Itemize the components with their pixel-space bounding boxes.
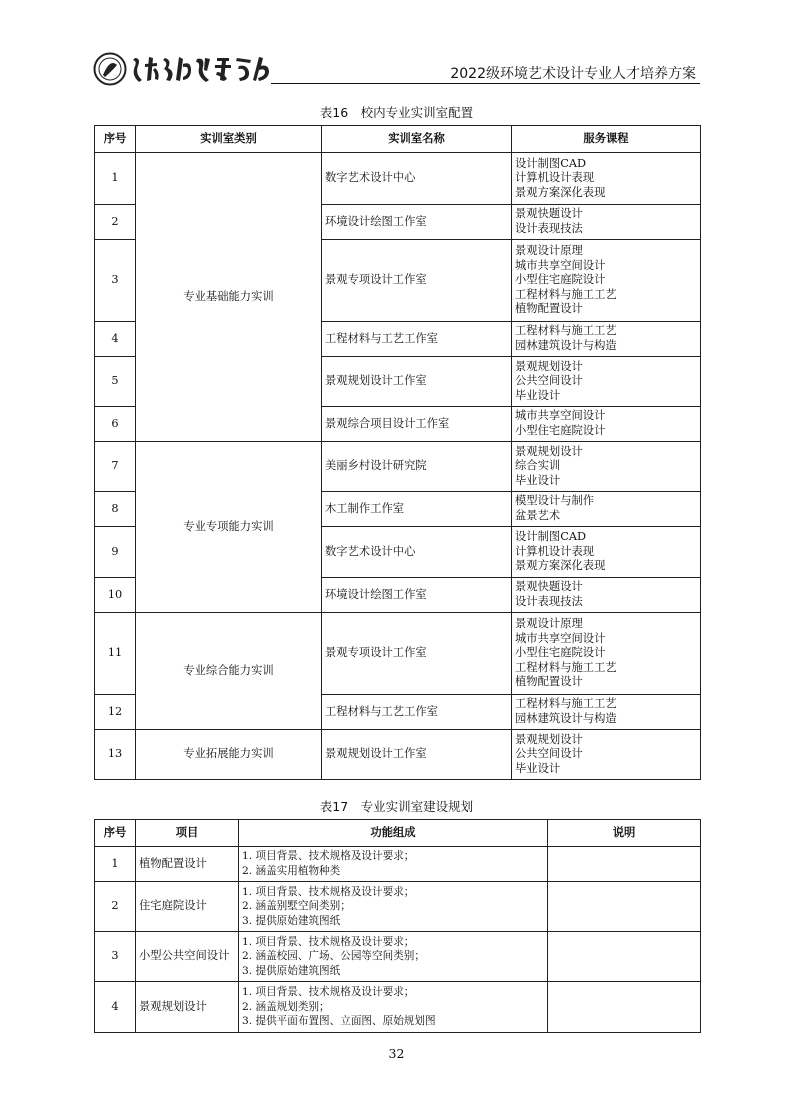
row-number: 11	[95, 613, 136, 695]
function-item: 2. 涵盖实用植物种类	[242, 865, 341, 877]
lab-name: 景观专项设计工作室	[322, 613, 512, 695]
lab-name: 景观综合项目设计工作室	[322, 407, 512, 442]
lab-name: 工程材料与工艺工作室	[322, 695, 512, 730]
header-rule	[271, 83, 700, 84]
project-name: 景观规划设计	[136, 982, 239, 1033]
lab-name: 景观规划设计工作室	[322, 730, 512, 780]
course-list	[512, 153, 701, 205]
course-item: 小型住宅庭院设计	[515, 424, 606, 437]
function-list	[239, 982, 548, 1033]
school-logo	[93, 52, 303, 86]
course-list	[512, 240, 701, 322]
course-item: 计算机设计表现	[515, 544, 595, 558]
lab-name: 木工制作工作室	[322, 492, 512, 527]
row-number: 3	[95, 240, 136, 322]
table16-caption: 表16 校内专业实训室配置	[319, 105, 474, 120]
course-item: 园林建筑设计与构造	[515, 712, 617, 725]
course-item: 景观快题设计	[515, 207, 583, 221]
lab-configuration-table	[94, 125, 701, 780]
course-item: 综合实训	[515, 459, 561, 473]
course-item: 植物配置设计	[515, 675, 583, 689]
row-number: 3	[95, 932, 136, 982]
course-item: 景观方案深化表现	[515, 185, 606, 199]
function-item: 3. 提供平面布置图、立面图、原始规划图	[242, 1015, 436, 1028]
course-item: 城市共享空间设计	[515, 258, 606, 272]
row-number: 4	[95, 322, 136, 357]
lab-category: 专业综合能力实训	[136, 613, 322, 730]
row-number: 1	[95, 153, 136, 205]
lab-category: 专业拓展能力实训	[136, 730, 322, 780]
function-item: 3. 提供原始建筑图纸	[242, 964, 341, 977]
header-lab-name: 实训室名称	[322, 126, 512, 153]
function-item: 1. 项目背景、技术规格及设计要求；	[242, 986, 415, 999]
course-item: 毕业设计	[515, 388, 561, 402]
course-list	[512, 613, 701, 695]
function-list	[239, 932, 548, 982]
lab-category: 专业专项能力实训	[136, 442, 322, 613]
lab-name: 数字艺术设计中心	[322, 153, 512, 205]
course-item: 工程材料与施工工艺	[515, 324, 617, 338]
course-item: 毕业设计	[515, 761, 561, 775]
header-project: 项目	[136, 820, 239, 847]
row-number: 9	[95, 527, 136, 578]
row-number: 7	[95, 442, 136, 492]
lab-name: 工程材料与工艺工作室	[322, 322, 512, 357]
table-row	[95, 982, 701, 1033]
course-list	[512, 442, 701, 492]
course-list	[512, 578, 701, 613]
table17-caption: 表17 专业实训室建设规划	[319, 799, 474, 814]
course-item: 计算机设计表现	[515, 171, 595, 185]
lab-name: 数字艺术设计中心	[322, 527, 512, 578]
course-item: 景观设计原理	[515, 617, 583, 631]
table-row	[95, 442, 701, 492]
course-item: 景观设计原理	[515, 244, 583, 258]
course-list	[512, 730, 701, 780]
course-list	[512, 492, 701, 527]
project-name: 植物配置设计	[136, 847, 239, 882]
header-note: 说明	[548, 820, 701, 847]
row-number: 6	[95, 407, 136, 442]
function-item: 2. 涵盖规划类别；	[242, 1000, 330, 1013]
table-row	[95, 882, 701, 932]
course-item: 城市共享空间设计	[515, 631, 606, 645]
course-item: 工程材料与施工工艺	[515, 287, 617, 301]
lab-name: 美丽乡村设计研究院	[322, 442, 512, 492]
course-item: 设计制图CAD	[515, 530, 587, 544]
function-item: 1. 项目背景、技术规格及设计要求；	[242, 935, 415, 948]
course-item: 景观快题设计	[515, 580, 583, 594]
table17-header-row	[95, 820, 701, 847]
course-item: 工程材料与施工工艺	[515, 697, 617, 711]
course-item: 工程材料与施工工艺	[515, 660, 617, 674]
function-item: 2. 涵盖校园、广场、公园等空间类别；	[242, 950, 425, 963]
page-header	[93, 52, 700, 88]
course-list	[512, 527, 701, 578]
course-list	[512, 407, 701, 442]
project-name: 小型公共空间设计	[136, 932, 239, 982]
course-item: 盆景艺术	[515, 509, 561, 522]
row-number: 13	[95, 730, 136, 780]
course-item: 景观规划设计	[515, 359, 583, 373]
table-row	[95, 847, 701, 882]
course-item: 设计表现技法	[515, 222, 583, 235]
lab-name: 环境设计绘图工作室	[322, 578, 512, 613]
project-name: 住宅庭院设计	[136, 882, 239, 932]
function-item: 2. 涵盖别墅空间类别；	[242, 900, 351, 913]
course-list	[512, 322, 701, 357]
function-list	[239, 847, 548, 882]
row-number: 2	[95, 205, 136, 240]
function-list	[239, 882, 548, 932]
course-list	[512, 695, 701, 730]
header-no: 序号	[95, 126, 136, 153]
note-cell	[548, 982, 701, 1033]
row-number: 4	[95, 982, 136, 1033]
course-item: 城市共享空间设计	[515, 409, 606, 423]
course-item: 园林建筑设计与构造	[515, 339, 617, 352]
table-row	[95, 932, 701, 982]
header-no: 序号	[95, 820, 136, 847]
course-item: 毕业设计	[515, 473, 561, 487]
note-cell	[548, 932, 701, 982]
table-row	[95, 730, 701, 780]
row-number: 2	[95, 882, 136, 932]
function-item: 1. 项目背景、技术规格及设计要求；	[242, 885, 415, 898]
course-item: 公共空间设计	[515, 747, 583, 761]
lab-name: 景观专项设计工作室	[322, 240, 512, 322]
course-item: 小型住宅庭院设计	[515, 646, 606, 660]
function-item: 3. 提供原始建筑图纸	[242, 914, 341, 927]
page-number: 32	[388, 1046, 405, 1061]
row-number: 1	[95, 847, 136, 882]
course-item: 设计表现技法	[515, 595, 583, 608]
lab-construction-plan-table	[94, 819, 701, 1033]
row-number: 10	[95, 578, 136, 613]
course-item: 植物配置设计	[515, 302, 583, 316]
table-row	[95, 613, 701, 695]
course-item: 模型设计与制作	[515, 494, 595, 508]
lab-name: 景观规划设计工作室	[322, 357, 512, 407]
course-list	[512, 357, 701, 407]
lab-name: 环境设计绘图工作室	[322, 205, 512, 240]
row-number: 5	[95, 357, 136, 407]
note-cell	[548, 847, 701, 882]
course-item: 设计制图CAD	[515, 156, 587, 170]
document-title: 2022级环境艺术设计专业人才培养方案	[450, 66, 696, 82]
course-item: 公共空间设计	[515, 374, 583, 388]
course-list	[512, 205, 701, 240]
header-lab-category: 实训室类别	[136, 126, 322, 153]
course-item: 景观方案深化表现	[515, 559, 606, 573]
course-item: 景观规划设计	[515, 444, 583, 458]
lab-category: 专业基础能力实训	[136, 153, 322, 442]
header-functions: 功能组成	[239, 820, 548, 847]
row-number: 12	[95, 695, 136, 730]
course-item: 小型住宅庭院设计	[515, 273, 606, 287]
function-item: 1. 项目背景、技术规格及设计要求；	[242, 850, 415, 863]
table-row	[95, 153, 701, 205]
note-cell	[548, 882, 701, 932]
table16-header-row	[95, 126, 701, 153]
course-item: 景观规划设计	[515, 732, 583, 746]
row-number: 8	[95, 492, 136, 527]
header-courses: 服务课程	[512, 126, 701, 153]
